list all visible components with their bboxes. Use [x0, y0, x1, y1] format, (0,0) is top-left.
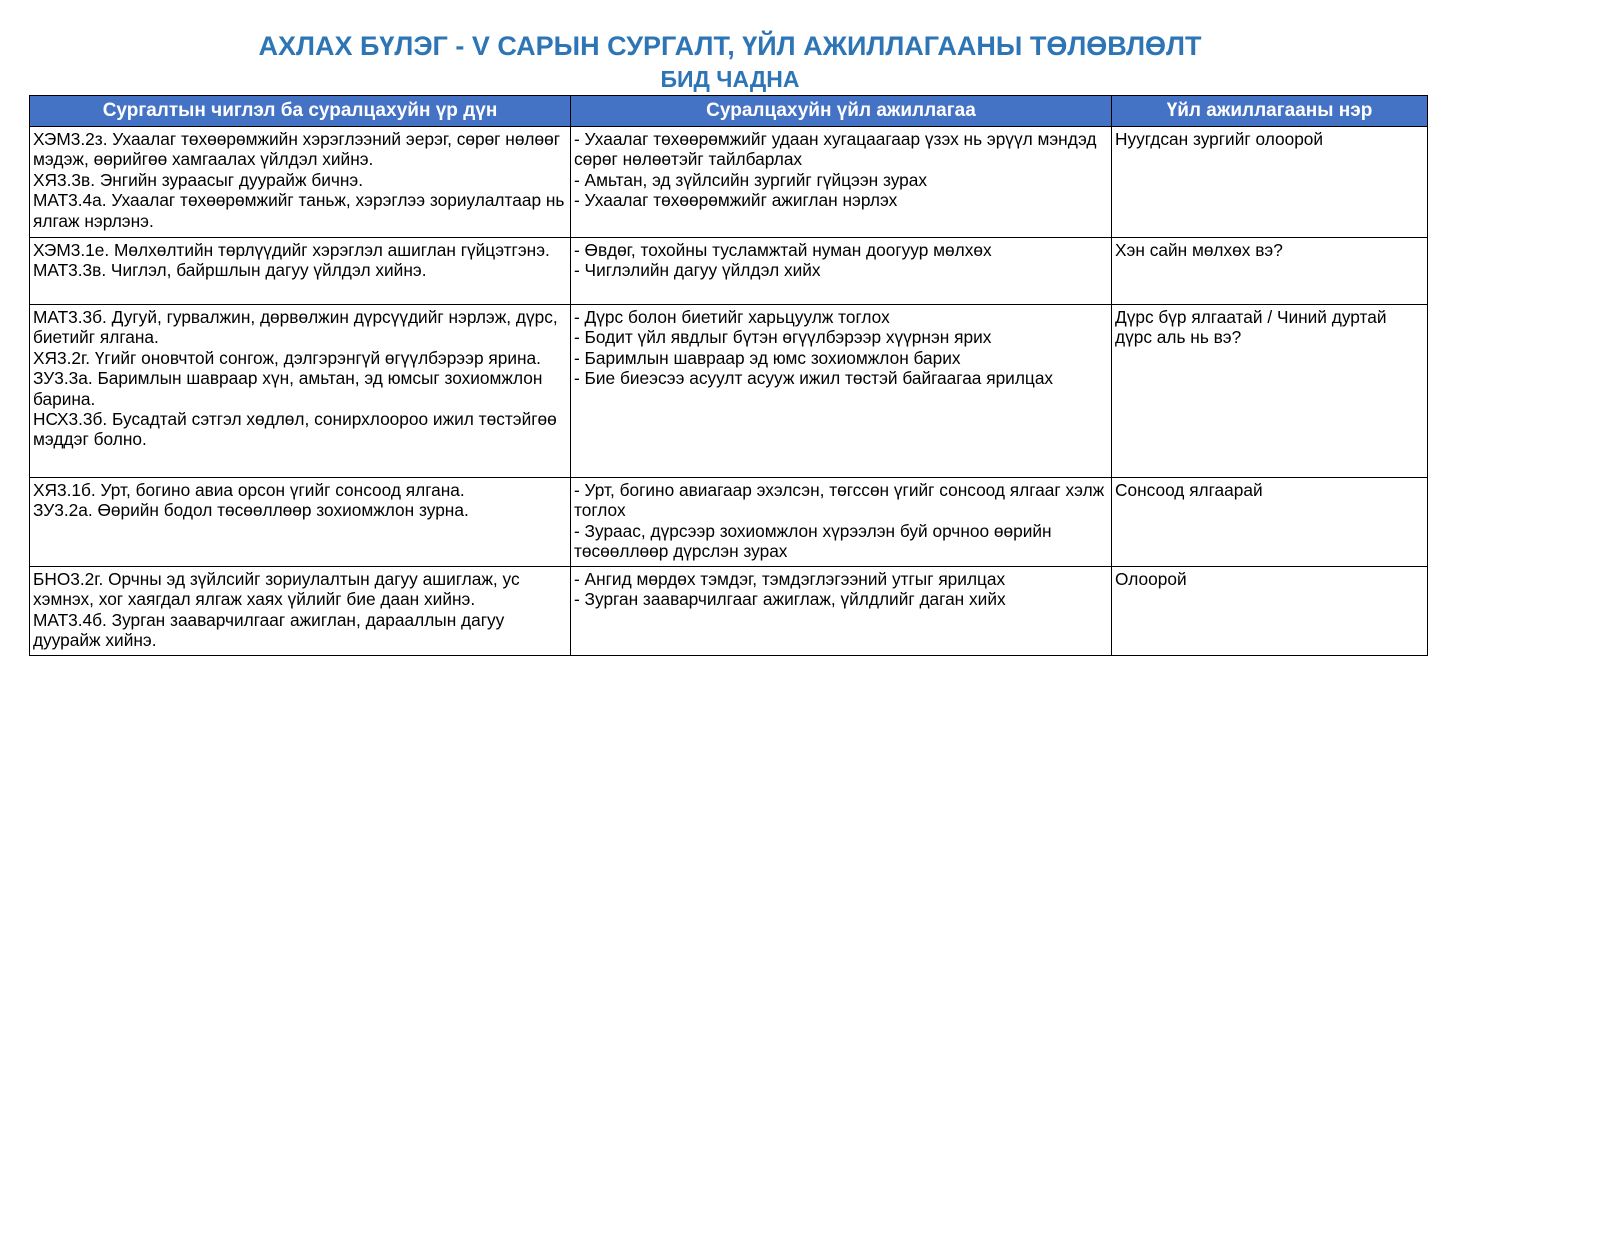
activity-line: - Дүрс болон биетийг харьцуулж тоглох — [574, 307, 890, 327]
activity-line: - Ухаалаг төхөөрөмжийг ажиглан нэрлэх — [574, 190, 898, 211]
activity-line: - Өвдөг, тохойны тусламжтай нуман доогуур мөлхөх — [574, 240, 992, 260]
outcome-line: НСХ3.3б. Бусадтай сэтгэл хөдлөл, сонирхлоороо ижил төстэйгөө мэддэг болно. — [33, 409, 557, 450]
plan-table — [29, 95, 1428, 656]
header-outcomes: Сургалтын чиглэл ба суралцахуйн үр дүн — [30, 96, 571, 127]
table-row — [30, 305, 1428, 478]
activity-line: - Бие биеэсээ асуулт асууж ижил төстэй байгаагаа ярилцах — [574, 368, 1054, 389]
outcome-line: ХЯ3.1б. Урт, богино авиа орсон үгийг сонсоод ялгана. — [33, 480, 465, 500]
header-activities: Суралцахуйн үйл ажиллагаа — [571, 96, 1112, 127]
activity-line: - Чиглэлийн дагуу үйлдэл хийх — [574, 260, 821, 281]
outcome-line: ХЭМ3.2з. Ухаалаг төхөөрөмжийн хэрэглээний эерэг, сөрөг нөлөөг мэдэж, өөрийгөө хамгаалах үйлдэл хийнэ. — [33, 129, 561, 170]
activity-name-cell: Сонсоод ялгаарай — [1112, 478, 1428, 567]
table-header — [30, 96, 1428, 127]
outcomes-cell — [30, 127, 571, 238]
header-row — [30, 96, 1428, 127]
outcome-line: ХЭМ3.1е. Мөлхөлтийн төрлүүдийг хэрэглэл ашиглан гүйцэтгэнэ. — [33, 240, 550, 260]
outcome-line: МАТ3.3в. Чиглэл, байршлын дагуу үйлдэл хийнэ. — [33, 260, 427, 281]
outcome-line: МАТ3.4а. Ухаалаг төхөөрөмжийг таньж, хэрэглээ зориулалтаар нь ялгаж нэрлэнэ. — [33, 190, 565, 231]
outcomes-cell — [30, 567, 571, 656]
activity-line: - Урт, богино авиагаар эхэлсэн, төгссөн үгийг сонсоод ялгааг хэлж тоглох — [574, 480, 1105, 521]
outcome-line: БНО3.2г. Орчны эд зүйлсийг зориулалтын дагуу ашиглаж, ус хэмнэх, хог хаягдал ялгаж хаях үйлийг бие даан хийнэ. — [33, 569, 520, 610]
activities-cell — [571, 238, 1112, 305]
outcome-line: ХЯ3.3в. Энгийн зураасыг дуурайж бичнэ. — [33, 169, 364, 190]
outcome-line: ЗУ3.3а. Баримлын шавраар хүн, амьтан, эд юмсыг зохиомжлон барина. — [33, 368, 543, 409]
outcome-line: МАТ3.4б. Зурган зааварчилгааг ажиглан, дарааллын дагуу дуурайж хийнэ. — [33, 609, 505, 651]
activity-line: - Баримлын шавраар эд юмс зохиомжлон барих — [574, 347, 961, 368]
header-activity-name: Үйл ажиллагааны нэр — [1112, 96, 1428, 127]
outcomes-cell — [30, 238, 571, 305]
table-row — [30, 127, 1428, 238]
outcome-line: МАТ3.3б. Дугуй, гурвалжин, дөрвөлжин дүрсүүдийг нэрлэж, дүрс, биетийг ялгана. — [33, 307, 558, 348]
activity-line: - Бодит үйл явдлыг бүтэн өгүүлбэрээр хүүрнэн ярих — [574, 327, 992, 348]
page-subtitle: БИД ЧАДНА — [660, 66, 800, 92]
activity-name-cell: Дүрс бүр ялгаатай / Чиний дуртай дүрс аль нь вэ? — [1112, 305, 1428, 478]
table-row — [30, 567, 1428, 656]
activity-line: - Ухаалаг төхөөрөмжийг удаан хугацаагаар үзэх нь эрүүл мэндэд сөрөг нөлөөтэйг тайлбарлах — [574, 129, 1097, 170]
activity-line: - Зурааc, дүрсээр зохиомжлон хүрээлэн буй орчноо өөрийн төсөөллөөр дүрслэн зурах — [574, 520, 1052, 562]
activities-cell — [571, 478, 1112, 567]
outcomes-cell — [30, 478, 571, 567]
table-row — [30, 478, 1428, 567]
outcomes-cell — [30, 305, 571, 478]
activities-cell — [571, 127, 1112, 238]
table-row — [30, 238, 1428, 305]
activity-line: - Амьтан, эд зүйлсийн зургийг гүйцээн зурах — [574, 169, 928, 190]
activities-cell — [571, 567, 1112, 656]
activity-line: - Ангид мөрдөх тэмдэг, тэмдэглэгээний утгыг ярилцах — [574, 569, 1006, 589]
activity-line: - Зурган зааварчилгааг ажиглаж, үйлдлийг даган хийх — [574, 589, 1006, 610]
outcome-line: ХЯ3.2г. Үгийг оновчтой сонгож, дэлгэрэнгүй өгүүлбэрээр ярина. — [33, 347, 541, 368]
activity-name-cell: Нуугдсан зургийг олоорой — [1112, 127, 1428, 238]
activity-name-cell: Олоорой — [1112, 567, 1428, 656]
page-title: АХЛАХ БҮЛЭГ - V САРЫН СУРГАЛТ, ҮЙЛ АЖИЛЛАГААНЫ ТӨЛӨВЛӨЛТ — [258, 31, 1202, 61]
activity-name-cell: Хэн сайн мөлхөх вэ? — [1112, 238, 1428, 305]
outcome-line: ЗУ3.2а. Өөрийн бодол төсөөллөөр зохиомжлон зурна. — [33, 500, 469, 521]
activities-cell — [571, 305, 1112, 478]
